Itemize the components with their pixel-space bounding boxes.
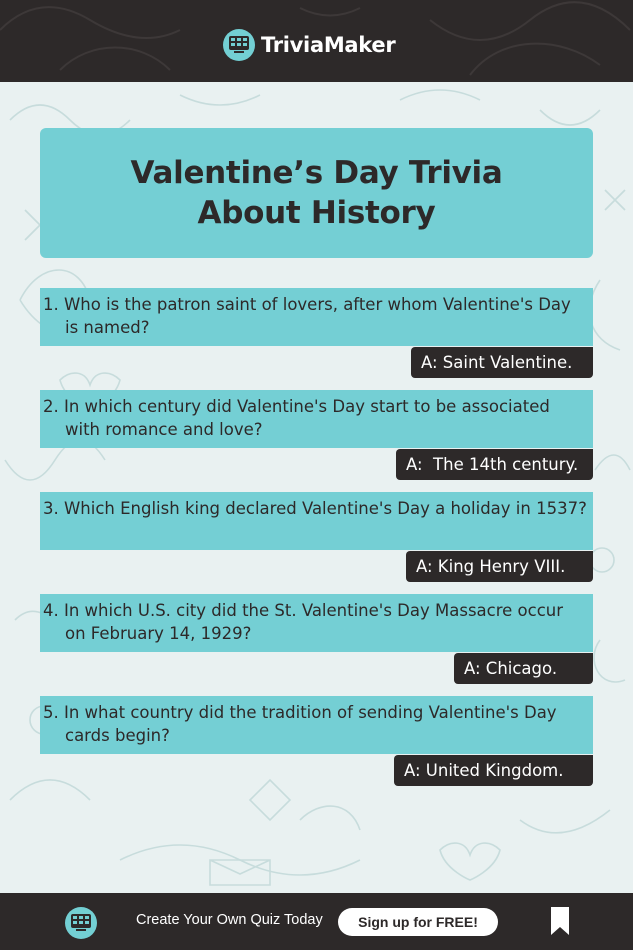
answer-badge: A: United Kingdom. [394, 755, 593, 786]
question-text: 4. In which U.S. city did the St. Valentine's Day Massacre occur on February 14, 1929? [43, 601, 564, 643]
tv-grid-icon[interactable] [65, 907, 97, 939]
question-card [40, 696, 593, 754]
question-text: 2. In which century did Valentine's Day start to be associated with romance and love? [43, 397, 550, 439]
footer-cta-text: Create Your Own Quiz Today [136, 912, 323, 928]
header-bar [0, 0, 633, 82]
tv-grid-icon [223, 29, 255, 61]
question-text: 5. In what country did the tradition of sending Valentine's Day cards begin? [43, 703, 557, 745]
brand-name: TriviaMaker [261, 33, 396, 57]
page-title-line-2: About History [197, 195, 436, 231]
bookmark-icon[interactable] [549, 907, 571, 935]
question-text: 3. Which English king declared Valentine's Day a holiday in 1537? [43, 499, 587, 518]
signup-button[interactable]: Sign up for FREE! [338, 908, 498, 936]
question-card [40, 390, 593, 448]
page-title-card [40, 128, 593, 258]
page-title-line-1: Valentine’s Day Trivia [130, 155, 503, 191]
answer-badge: A: Chicago. [454, 653, 593, 684]
question-text: 1. Who is the patron saint of lovers, after whom Valentine's Day is named? [43, 295, 571, 337]
footer-bar [0, 893, 633, 950]
brand-logo[interactable] [223, 27, 395, 63]
answer-badge: A: Saint Valentine. [411, 347, 593, 378]
answer-badge: A: The 14th century. [396, 449, 593, 480]
question-card [40, 492, 593, 550]
answer-badge: A: King Henry VIII. [406, 551, 593, 582]
question-card [40, 288, 593, 346]
question-card [40, 594, 593, 652]
